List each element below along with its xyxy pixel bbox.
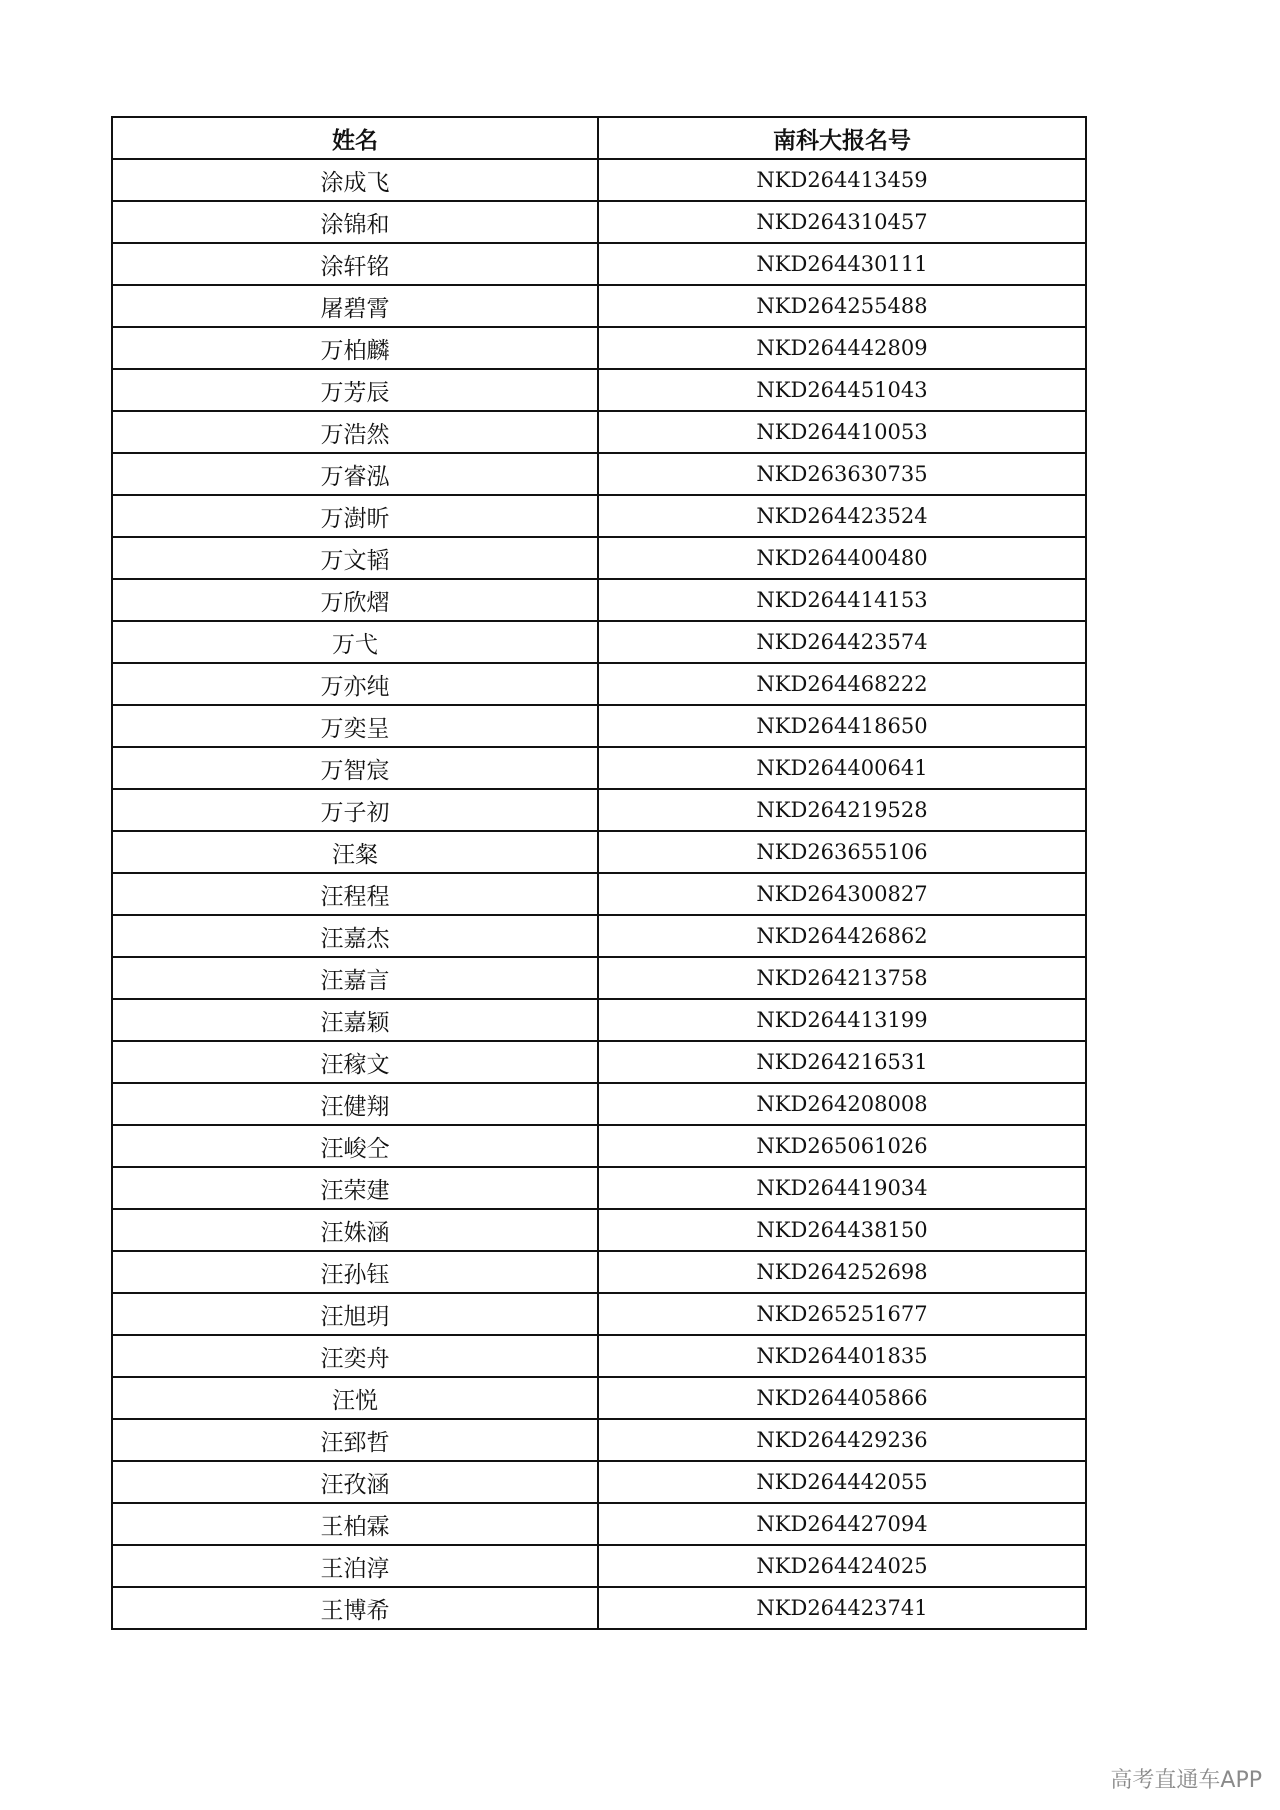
cell-student-name: 汪旭玥 bbox=[112, 1293, 598, 1335]
cell-registration-number: NKD264400641 bbox=[598, 747, 1086, 789]
cell-registration-number: NKD265251677 bbox=[598, 1293, 1086, 1335]
table-row bbox=[112, 285, 1086, 327]
table-row bbox=[112, 1545, 1086, 1587]
cell-student-name: 万欣熠 bbox=[112, 579, 598, 621]
cell-student-name: 万子初 bbox=[112, 789, 598, 831]
cell-registration-number: NKD264423574 bbox=[598, 621, 1086, 663]
table-row bbox=[112, 705, 1086, 747]
table-row bbox=[112, 1251, 1086, 1293]
cell-registration-number: NKD264410053 bbox=[598, 411, 1086, 453]
cell-registration-number: NKD264401835 bbox=[598, 1335, 1086, 1377]
cell-registration-number: NKD264418650 bbox=[598, 705, 1086, 747]
table-row bbox=[112, 1335, 1086, 1377]
cell-student-name: 王博希 bbox=[112, 1587, 598, 1629]
table-row bbox=[112, 369, 1086, 411]
cell-student-name: 汪孙钰 bbox=[112, 1251, 598, 1293]
cell-registration-number: NKD264430111 bbox=[598, 243, 1086, 285]
table-row bbox=[112, 201, 1086, 243]
table-row bbox=[112, 579, 1086, 621]
table-row bbox=[112, 243, 1086, 285]
table-row bbox=[112, 1587, 1086, 1629]
cell-student-name: 万智宸 bbox=[112, 747, 598, 789]
column-header-name: 姓名 bbox=[112, 117, 598, 159]
cell-student-name: 汪姝涵 bbox=[112, 1209, 598, 1251]
table-row bbox=[112, 1419, 1086, 1461]
cell-registration-number: NKD264438150 bbox=[598, 1209, 1086, 1251]
cell-registration-number: NKD264451043 bbox=[598, 369, 1086, 411]
table-row bbox=[112, 957, 1086, 999]
table-row bbox=[112, 663, 1086, 705]
cell-student-name: 万亦纯 bbox=[112, 663, 598, 705]
cell-student-name: 万浩然 bbox=[112, 411, 598, 453]
table-row bbox=[112, 873, 1086, 915]
table-row bbox=[112, 453, 1086, 495]
cell-student-name: 万文韬 bbox=[112, 537, 598, 579]
cell-registration-number: NKD264252698 bbox=[598, 1251, 1086, 1293]
cell-registration-number: NKD264468222 bbox=[598, 663, 1086, 705]
cell-student-name: 王柏霖 bbox=[112, 1503, 598, 1545]
table-row bbox=[112, 1041, 1086, 1083]
cell-student-name: 王泊淳 bbox=[112, 1545, 598, 1587]
cell-registration-number: NKD264427094 bbox=[598, 1503, 1086, 1545]
cell-registration-number: NKD263630735 bbox=[598, 453, 1086, 495]
cell-registration-number: NKD264255488 bbox=[598, 285, 1086, 327]
cell-registration-number: NKD265061026 bbox=[598, 1125, 1086, 1167]
cell-registration-number: NKD264423741 bbox=[598, 1587, 1086, 1629]
table-body bbox=[112, 159, 1086, 1629]
cell-registration-number: NKD264310457 bbox=[598, 201, 1086, 243]
table-row bbox=[112, 1083, 1086, 1125]
cell-student-name: 汪荣建 bbox=[112, 1167, 598, 1209]
table-row bbox=[112, 831, 1086, 873]
cell-student-name: 涂锦和 bbox=[112, 201, 598, 243]
table-row bbox=[112, 495, 1086, 537]
table-row bbox=[112, 1377, 1086, 1419]
cell-registration-number: NKD264413459 bbox=[598, 159, 1086, 201]
table-row bbox=[112, 537, 1086, 579]
admission-list-table bbox=[111, 116, 1087, 1630]
cell-student-name: 万柏麟 bbox=[112, 327, 598, 369]
table-row bbox=[112, 621, 1086, 663]
cell-student-name: 涂成飞 bbox=[112, 159, 598, 201]
cell-student-name: 汪稼文 bbox=[112, 1041, 598, 1083]
cell-registration-number: NKD263655106 bbox=[598, 831, 1086, 873]
cell-student-name: 汪嘉颖 bbox=[112, 999, 598, 1041]
cell-registration-number: NKD264219528 bbox=[598, 789, 1086, 831]
column-header-registration-number: 南科大报名号 bbox=[598, 117, 1086, 159]
cell-registration-number: NKD264213758 bbox=[598, 957, 1086, 999]
table-row bbox=[112, 1461, 1086, 1503]
cell-student-name: 汪程程 bbox=[112, 873, 598, 915]
table-row bbox=[112, 411, 1086, 453]
cell-student-name: 万睿泓 bbox=[112, 453, 598, 495]
watermark-text: 高考直通车APP bbox=[1110, 1768, 1262, 1793]
cell-registration-number: NKD264442055 bbox=[598, 1461, 1086, 1503]
cell-registration-number: NKD264419034 bbox=[598, 1167, 1086, 1209]
table-row bbox=[112, 327, 1086, 369]
cell-registration-number: NKD264423524 bbox=[598, 495, 1086, 537]
table-row bbox=[112, 1125, 1086, 1167]
cell-student-name: 汪郅哲 bbox=[112, 1419, 598, 1461]
cell-student-name: 万奕呈 bbox=[112, 705, 598, 747]
table-row bbox=[112, 1167, 1086, 1209]
cell-registration-number: NKD264216531 bbox=[598, 1041, 1086, 1083]
cell-registration-number: NKD264442809 bbox=[598, 327, 1086, 369]
cell-registration-number: NKD264208008 bbox=[598, 1083, 1086, 1125]
cell-student-name: 汪粲 bbox=[112, 831, 598, 873]
table-row bbox=[112, 1209, 1086, 1251]
cell-registration-number: NKD264429236 bbox=[598, 1419, 1086, 1461]
table-row bbox=[112, 1503, 1086, 1545]
cell-student-name: 屠碧霄 bbox=[112, 285, 598, 327]
table-row bbox=[112, 747, 1086, 789]
cell-student-name: 汪嘉言 bbox=[112, 957, 598, 999]
cell-student-name: 汪奕舟 bbox=[112, 1335, 598, 1377]
cell-student-name: 万澍昕 bbox=[112, 495, 598, 537]
cell-student-name: 万弋 bbox=[112, 621, 598, 663]
cell-registration-number: NKD264426862 bbox=[598, 915, 1086, 957]
cell-registration-number: NKD264413199 bbox=[598, 999, 1086, 1041]
cell-student-name: 汪孜涵 bbox=[112, 1461, 598, 1503]
cell-registration-number: NKD264405866 bbox=[598, 1377, 1086, 1419]
cell-student-name: 汪峻仝 bbox=[112, 1125, 598, 1167]
table-row bbox=[112, 915, 1086, 957]
cell-student-name: 涂轩铭 bbox=[112, 243, 598, 285]
cell-registration-number: NKD264400480 bbox=[598, 537, 1086, 579]
table-row bbox=[112, 999, 1086, 1041]
table-row bbox=[112, 1293, 1086, 1335]
cell-registration-number: NKD264424025 bbox=[598, 1545, 1086, 1587]
table-row bbox=[112, 159, 1086, 201]
cell-registration-number: NKD264414153 bbox=[598, 579, 1086, 621]
cell-student-name: 汪健翔 bbox=[112, 1083, 598, 1125]
cell-student-name: 万芳辰 bbox=[112, 369, 598, 411]
cell-student-name: 汪嘉杰 bbox=[112, 915, 598, 957]
cell-student-name: 汪悦 bbox=[112, 1377, 598, 1419]
table-header-row bbox=[112, 117, 1086, 159]
cell-registration-number: NKD264300827 bbox=[598, 873, 1086, 915]
table-row bbox=[112, 789, 1086, 831]
